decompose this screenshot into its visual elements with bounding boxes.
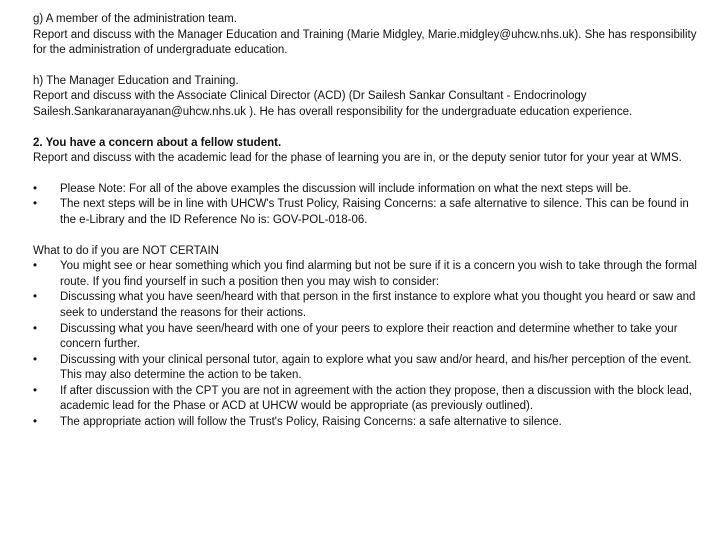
list-item-text: The appropriate action will follow the Trust's Policy, Raising Concerns: a safe alternative to silence. [60, 416, 562, 429]
list-item-text: Discussing what you have seen/heard with that person in the first instance to explore what you thought you heard or saw and seek to understand the reasons for their actions. [60, 291, 696, 319]
spacer [33, 229, 705, 244]
list-item [33, 290, 705, 321]
section-2-heading: 2. You have a concern about a fellow student. [33, 136, 282, 149]
spacer [33, 167, 705, 182]
note-text: The next steps will be in line with UHCW's Trust Policy, Raising Concerns: a safe alternative to silence. This can be found in the e-Library and the ID Reference No is: GOV-POL-018-06. [60, 198, 689, 226]
list-item-text: Discussing with your clinical personal tutor, again to explore what you saw and/or heard, and his/her perception of the event. This may also determine the action to be taken. [60, 353, 692, 382]
list-item-text: Discussing what you have seen/heard with one of your peers to explore their reaction and determine whether to take your concern further. [60, 322, 678, 351]
list-item-text: If after discussion with the CPT you are not in agreement with the action they propose, then a discussion with the block lead, academic lead for the Phase or ACD at UHCW would be appropriate (as previously outlined). [60, 384, 693, 413]
bullet-icon: • [33, 198, 38, 211]
bullet-icon: • [33, 260, 38, 273]
list-item [33, 322, 705, 353]
bullet-icon: • [33, 353, 38, 366]
list-item [33, 182, 705, 198]
spacer [33, 59, 705, 74]
bullet-icon: • [33, 416, 38, 429]
not-certain-heading: What to do if you are NOT CERTAIN [33, 244, 219, 257]
list-item-text: You might see or hear something which you find alarming but not be sure if it is a concern you wish to take through the formal route. If you find yourself in such a position then you may wish to consider: [60, 260, 697, 288]
list-item [33, 197, 705, 228]
list-item [33, 259, 705, 290]
document-body [33, 12, 705, 431]
section-h-title: h) The Manager Education and Training. [33, 74, 239, 87]
list-item [33, 415, 705, 431]
bullet-icon: • [33, 384, 38, 397]
section-2-body: Report and discuss with the academic lead for the phase of learning you are in, or the deputy senior tutor for your year at WMS. [33, 152, 682, 165]
bullet-icon: • [33, 322, 38, 335]
section-g-title: g) A member of the administration team. [33, 13, 237, 25]
bullet-icon: • [33, 182, 38, 195]
spacer [33, 121, 705, 136]
section-h-body: Report and discuss with the Associate Clinical Director (ACD) (Dr Sailesh Sankar Consultant - Endocrinology Sailesh.Sankaranarayanan@uhcw.nhs.uk ). He has overall responsibility for the undergraduate education experience. [33, 90, 633, 118]
note-text: Please Note: For all of the above examples the discussion will include information on what the next steps will be. [60, 182, 632, 195]
list-item [33, 353, 705, 384]
not-certain-list [33, 259, 705, 431]
notes-list [33, 182, 705, 229]
section-g-body: Report and discuss with the Manager Education and Training (Marie Midgley, Marie.midgley@uhcw.nhs.uk). She has responsibility for the administration of undergraduate education. [33, 28, 697, 57]
list-item [33, 384, 705, 415]
bullet-icon: • [33, 291, 38, 304]
